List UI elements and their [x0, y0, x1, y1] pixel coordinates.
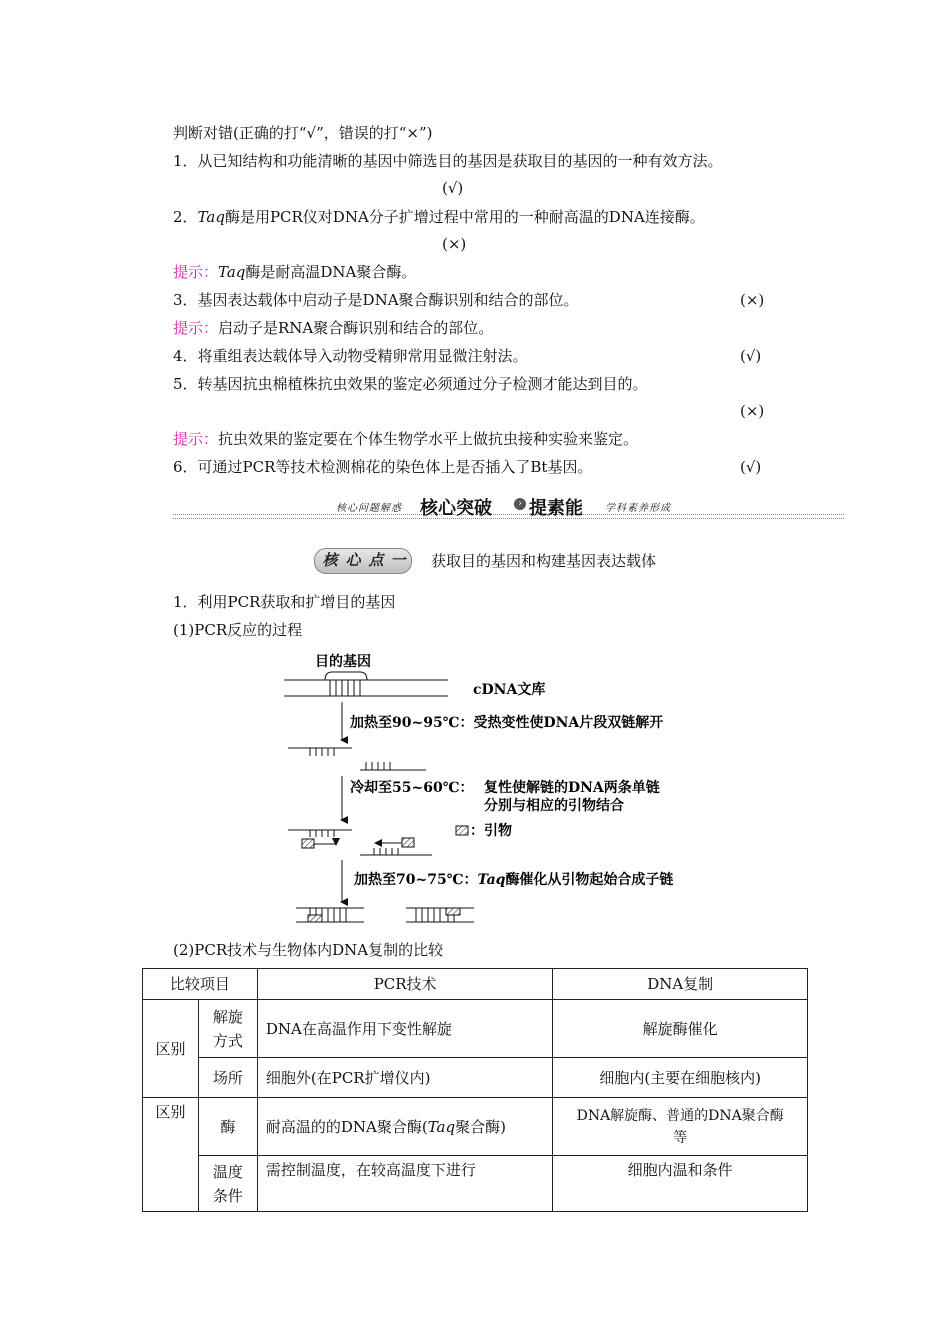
pcr-diagram [270, 650, 730, 930]
header-compare-item: 比较项目 [143, 969, 258, 1000]
row-label-line: 方式 [212, 1031, 243, 1050]
judge-mark-3: (×) [740, 291, 765, 309]
hint-text: 酶是耐高温DNA聚合酶。 [245, 263, 417, 281]
table-row [143, 1058, 808, 1098]
badge-char: 点 [368, 551, 384, 569]
row-label [198, 1000, 257, 1058]
table-cell: 细胞外(在PCR扩增仪内) [257, 1058, 553, 1098]
hint-2 [173, 318, 493, 338]
step3-text [354, 871, 673, 888]
taq-italic: Taq [477, 872, 506, 888]
chevron-right-icon: › [514, 498, 526, 510]
table-cell: DNA在高温作用下变性解旋 [257, 1000, 553, 1058]
table-cell [257, 1098, 553, 1156]
arrowhead [374, 839, 382, 847]
judge-mark-1: (√) [442, 179, 464, 197]
cell-line: DNA解旋酶、普通的DNA聚合酶 [576, 1107, 784, 1124]
diff-label: 区别 [143, 1000, 199, 1098]
cell-text: 聚合酶) [455, 1117, 506, 1136]
gene-brace [325, 672, 367, 680]
judge-intro: 判断对错(正确的打“√”，错误的打“×”) [173, 124, 433, 142]
hint-label: 提示： [173, 430, 219, 448]
hint-1 [173, 262, 416, 282]
row-label-line: 温度 [212, 1162, 243, 1181]
judge-mark-6: (√) [740, 458, 762, 476]
taq-italic: Taq [427, 1117, 456, 1136]
badge-char: 心 [345, 551, 361, 569]
table-cell: 细胞内温和条件 [553, 1156, 808, 1212]
taq-italic: Taq [218, 263, 246, 281]
header-dna-replication: DNA复制 [553, 969, 808, 1000]
table-row [143, 1156, 808, 1212]
row-label: 场所 [198, 1058, 257, 1098]
cell-text: 耐高温的的DNA聚合酶( [265, 1117, 428, 1136]
badge-char: 一 [390, 551, 406, 569]
banner-left-text: 核心问题解惑 [336, 503, 402, 514]
row-label: 酶 [198, 1098, 257, 1156]
table-row [143, 1000, 808, 1058]
judge-item-1: 1．从已知结构和功能清晰的基因中筛选目的基因是获取目的基因的一种有效方法。 [173, 152, 723, 170]
cdna-label: cDNA文库 [473, 682, 546, 698]
hint-text: 启动子是RNA聚合酶识别和结合的部位。 [218, 319, 494, 337]
step3-temp: 加热至70~75℃： [354, 872, 478, 888]
step2-temp: 冷却至55~60℃： [350, 780, 474, 796]
step2-text-2: 分别与相应的引物结合 [484, 798, 624, 814]
keypoint-title: 获取目的基因和构建基因表达载体 [431, 552, 657, 570]
row-label [198, 1156, 257, 1212]
table-header-row [143, 969, 808, 1000]
judge-item-4: 4．将重组表达载体导入动物受精卵常用显微注射法。 [173, 347, 528, 365]
judge-mark-2: (×) [442, 235, 467, 253]
judge-mark-5: (×) [740, 402, 765, 420]
target-gene-label: 目的基因 [315, 654, 371, 670]
strand-bases [310, 830, 334, 837]
hint-label: 提示： [173, 263, 219, 281]
row-label-line: 解旋 [212, 1007, 243, 1026]
table-cell: 解旋酶催化 [553, 1000, 808, 1058]
item-text: 酶是用PCR仪对DNA分子扩增过程中常用的一种耐高温的DNA连接酶。 [224, 208, 705, 226]
primer-2 [402, 838, 414, 847]
judge-mark-4: (√) [740, 347, 762, 365]
table-cell: 需控制温度，在较高温度下进行 [257, 1156, 553, 1212]
judge-item-5: 5．转基因抗虫棉植株抗虫效果的鉴定必须通过分子检测才能达到目的。 [173, 375, 648, 393]
table-cell: 细胞内(主要在细胞核内) [553, 1058, 808, 1098]
banner-right-text: 学科素养形成 [605, 503, 671, 514]
primer-1 [302, 839, 314, 848]
diff-label: 区别 [143, 1098, 199, 1212]
primer-legend-icon [456, 826, 468, 835]
item-number: 2． [173, 208, 198, 226]
cell-line: 等 [673, 1129, 688, 1146]
judge-item-2 [173, 207, 705, 227]
taq-italic: Taq [197, 208, 225, 226]
keypoint-badge [314, 548, 412, 574]
row-label-line: 条件 [212, 1186, 243, 1205]
header-pcr: PCR技术 [257, 969, 553, 1000]
step2-text-1: 复性使解链的DNA两条单链 [484, 780, 660, 796]
comparison-table [142, 968, 808, 1212]
strand-bases [366, 762, 390, 770]
banner-rule-bottom [173, 518, 844, 519]
banner-rule-top [173, 514, 844, 515]
hint-text: 抗虫效果的鉴定要在个体生物学水平上做抗虫接种实验来鉴定。 [218, 430, 639, 448]
step1-text: 加热至90~95℃：受热变性使DNA片段双链解开 [350, 715, 664, 731]
judge-item-6: 6．可通过PCR等技术检测棉花的染色体上是否插入了Bt基因。 [173, 458, 593, 476]
hint-3 [173, 429, 638, 449]
banner-title-2: 提素能 [529, 498, 583, 519]
section-heading: 1．利用PCR获取和扩增目的基因 [173, 593, 396, 611]
step3-desc: 酶催化从引物起始合成子链 [505, 872, 674, 888]
base-pairs [330, 680, 360, 696]
strand-bases [310, 748, 334, 756]
section-banner [173, 494, 844, 522]
primer-in-product-2 [446, 908, 460, 915]
judge-item-3: 3．基因表达载体中启动子是DNA聚合酶识别和结合的部位。 [173, 291, 579, 309]
badge-char: 核 [322, 551, 338, 569]
banner-title-1: 核心突破 [420, 498, 492, 519]
table-row [143, 1098, 808, 1156]
subsection-2: (2)PCR技术与生物体内DNA复制的比较 [173, 941, 444, 959]
hint-label: 提示： [173, 319, 219, 337]
primer-legend-label: ：引物 [470, 823, 512, 839]
strand-bases [374, 848, 398, 855]
primer-in-product-1 [308, 915, 322, 922]
subsection-1: (1)PCR反应的过程 [173, 621, 303, 639]
table-cell [553, 1098, 808, 1156]
